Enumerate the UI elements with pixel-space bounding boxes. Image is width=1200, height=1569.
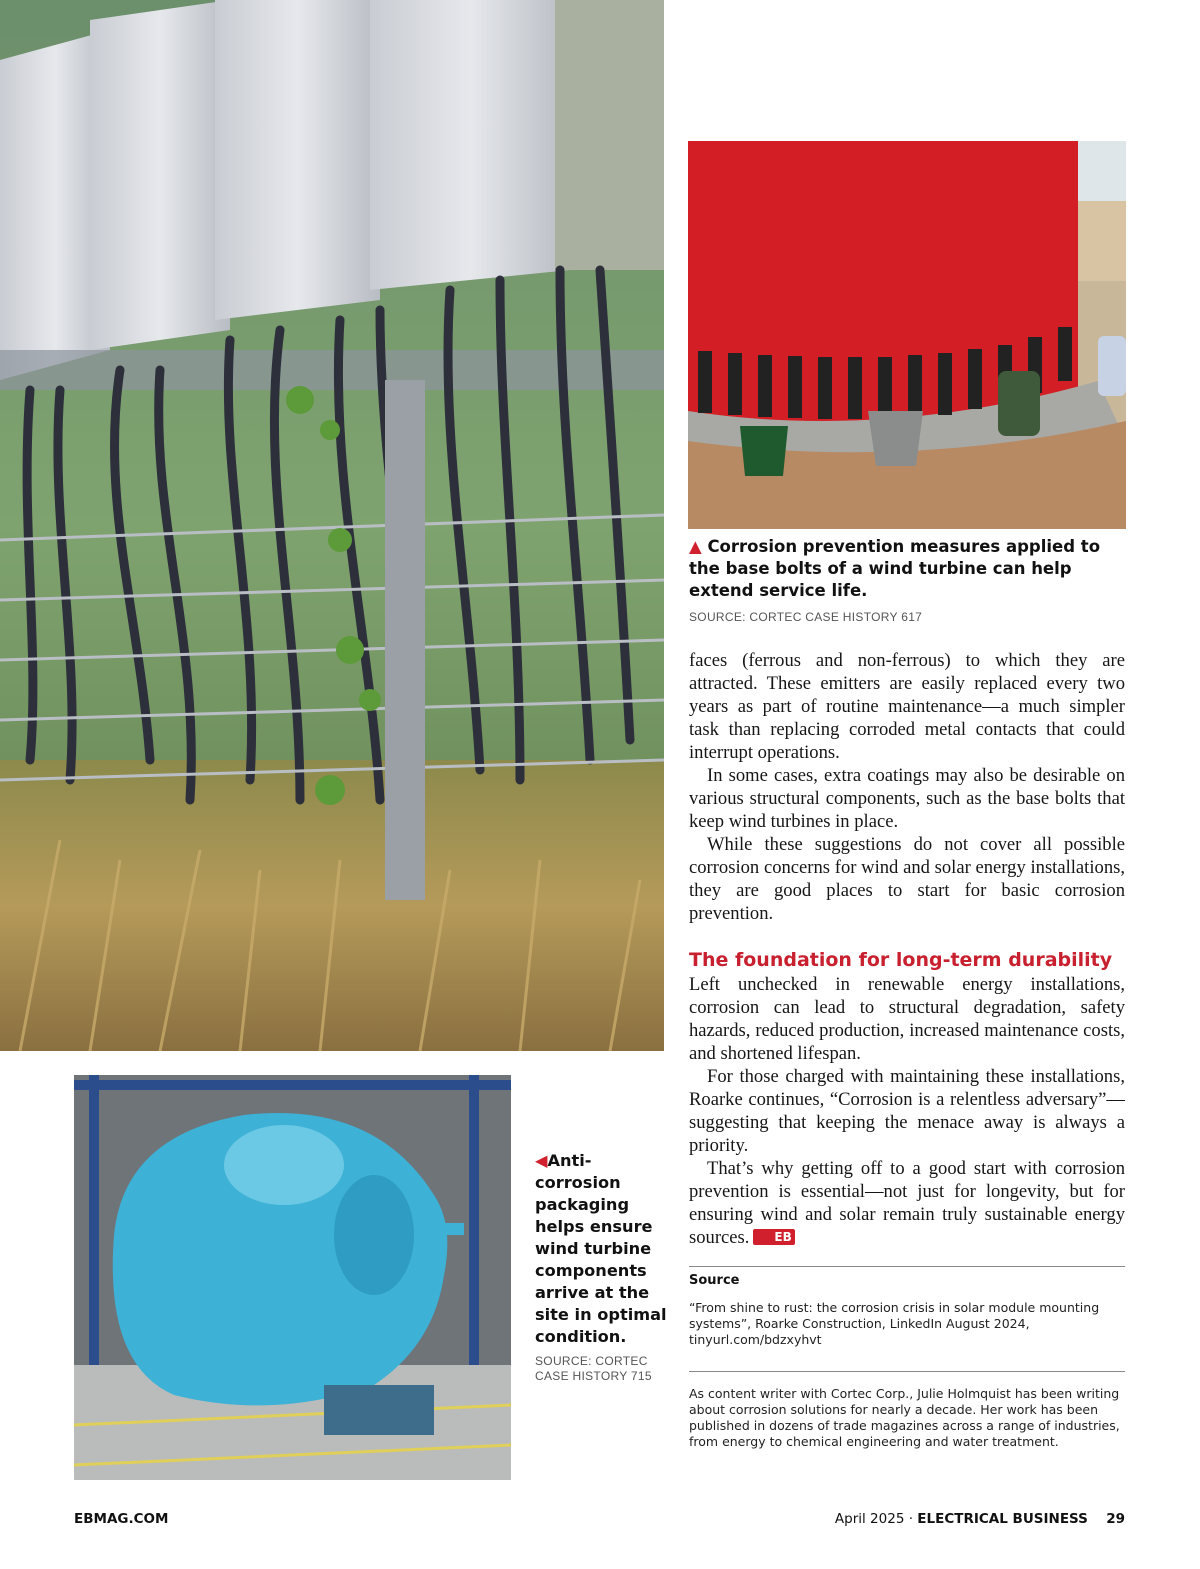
- footer-folio: [835, 1511, 1125, 1527]
- page-number: 29: [1106, 1511, 1125, 1527]
- footer-issue: April 2025 ·: [834, 1511, 913, 1527]
- solar-inverter-photo: [0, 0, 664, 1051]
- article-body: [689, 649, 1125, 1249]
- paragraph: faces (ferrous and non-ferrous) to which they are attracted. These emitters are easily replaced every two years as part of routine maintenance—a much simpler task than replacing corroded metal contacts that could interrupt operations.: [689, 650, 1125, 763]
- footer-magazine: ELECTRICAL BUSINESS: [917, 1511, 1088, 1527]
- paragraph-final: [689, 1157, 1125, 1249]
- turbine-caption-source: SOURCE: CORTEC CASE HISTORY 617: [689, 610, 923, 624]
- author-bio: [689, 1371, 1125, 1450]
- paragraph: Left unchecked in renewable energy installations, corrosion can lead to structural degradation, safety hazards, reduced production, increased maintenance costs, and shortened lifespan.: [689, 974, 1125, 1064]
- footer-website: EBMAG.COM: [74, 1511, 169, 1527]
- turbine-caption-text: Corrosion prevention measures applied to the base bolts of a wind turbine can help extend service life.: [689, 537, 1101, 600]
- triangle-left-icon: ◀: [535, 1151, 548, 1170]
- author-bio-text: As content writer with Cortec Corp., Julie Holmquist has been writing about corrosion solutions for nearly a decade. Her work has been published in dozens of trade magazines across a range of industries, from energy to chemical engineering and water treatment.: [689, 1386, 1120, 1449]
- triangle-up-icon: ▲: [689, 537, 702, 556]
- divider: [689, 1266, 1125, 1267]
- paragraph: In some cases, extra coatings may also be desirable on various structural components, such as the base bolts that keep wind turbines in place.: [689, 765, 1125, 832]
- turbine-photo-caption: [689, 536, 1125, 624]
- paragraph: While these suggestions do not cover all possible corrosion concerns for wind and solar energy installations, they are good places to start for basic corrosion prevention.: [689, 834, 1125, 924]
- nacelle-caption-source: SOURCE: CORTEC CASE HISTORY 715: [535, 1354, 652, 1383]
- nacelle-photo-caption: [535, 1150, 670, 1384]
- divider: [689, 1371, 1125, 1372]
- sources-heading: Source: [689, 1273, 740, 1288]
- packaged-nacelle-photo: [74, 1075, 511, 1480]
- paragraph: For those charged with maintaining these installations, Roarke continues, “Corrosion is a relentless adversary”—suggesting that keeping the menace away is always a priority.: [689, 1066, 1125, 1156]
- paragraph-text: That’s why getting off to a good start with corrosion prevention is essential—not just for longevity, but for ensuring wind and solar remain truly sustainable energy sources.: [689, 1158, 1125, 1248]
- nacelle-caption-text: Anti-corrosion packaging helps ensure wind turbine components arrive at the site in optimal condition.: [535, 1151, 667, 1346]
- wind-turbine-base-photo: [688, 141, 1126, 529]
- source-reference: “From shine to rust: the corrosion crisis in solar module mounting systems”, Roarke Construction, LinkedIn August 2024, tinyurl.com/bdzxyhvt: [689, 1300, 1100, 1347]
- section-subhead: The foundation for long-term durability: [689, 949, 1113, 971]
- end-mark-logo: EB: [753, 1229, 794, 1245]
- sources-box: [689, 1266, 1125, 1348]
